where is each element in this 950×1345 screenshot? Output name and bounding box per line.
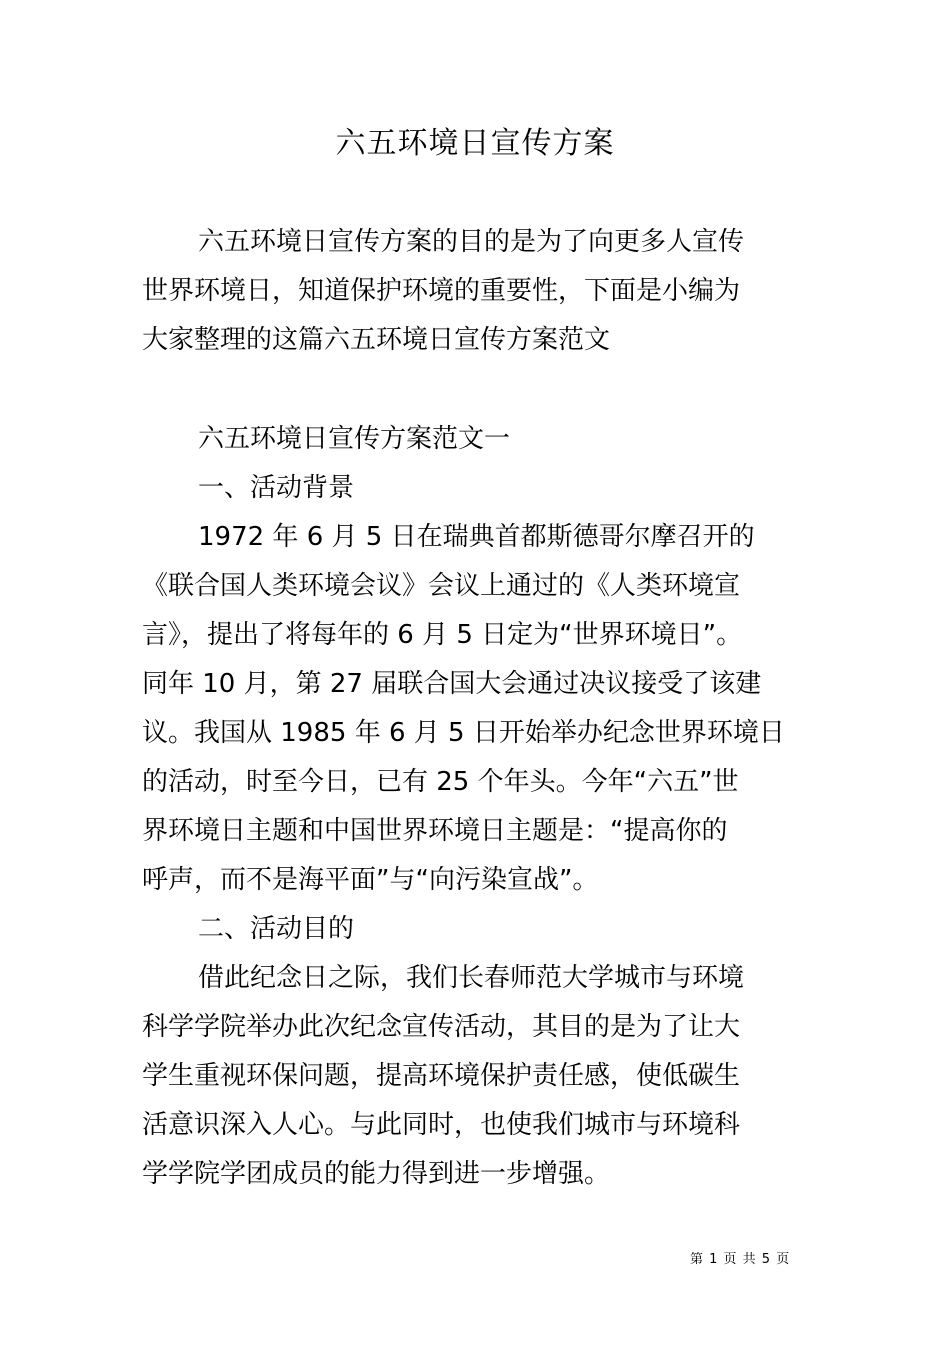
paragraph-line: 呼声，而不是海平面”与“向污染宣战”。 [142,865,599,895]
intro-line: 大家整理的这篇六五环境日宣传方案范文 [142,325,611,355]
paragraph-line: 科学学院举办此次纪念宣传活动，其目的是为了让大 [142,1012,741,1042]
main-content [142,415,802,1199]
intro-line: 六五环境日宣传方案的目的是为了向更多人宣传 [198,227,745,257]
paragraph-line: 同年 10 月，第 27 届联合国大会通过决议接受了该建 [142,669,762,699]
paragraph-line: 学学院学团成员的能力得到进一步增强。 [142,1159,611,1189]
paragraph-line: 借此纪念日之际，我们长春师范大学城市与环境 [198,963,745,993]
section-heading-purpose: 二、活动目的 [198,914,355,944]
paragraph-line: 界环境日主题和中国世界环境日主题是：“提高你的 [142,816,728,846]
section-heading-background: 一、活动背景 [198,473,355,503]
section-heading-sample-one: 六五环境日宣传方案范文一 [198,424,511,454]
document-title: 六五环境日宣传方案 [335,126,615,161]
paragraph-line: 议。我国从 1985 年 6 月 5 日开始举办纪念世界环境日 [142,718,785,748]
intro-paragraph [142,218,802,365]
paragraph-line: 学生重视环保问题，提高环境保护责任感，使低碳生 [142,1061,741,1091]
paragraph-line: 1972 年 6 月 5 日在瑞典首都斯德哥尔摩召开的 [198,522,755,552]
paragraph-line: 活意识深入人心。与此同时，也使我们城市与环境科 [142,1110,741,1140]
intro-line: 世界环境日，知道保护环境的重要性，下面是小编为 [142,276,741,306]
paragraph-line: 《联合国人类环境会议》会议上通过的《人类环境宣 [142,571,741,601]
paragraph-line: 的活动，时至今日，已有 25 个年头。今年“六五”世 [142,767,739,797]
paragraph-line: 言》，提出了将每年的 6 月 5 日定为“世界环境日”。 [142,620,743,650]
page-number-footer: 第 1 页 共 5 页 [690,1252,791,1267]
